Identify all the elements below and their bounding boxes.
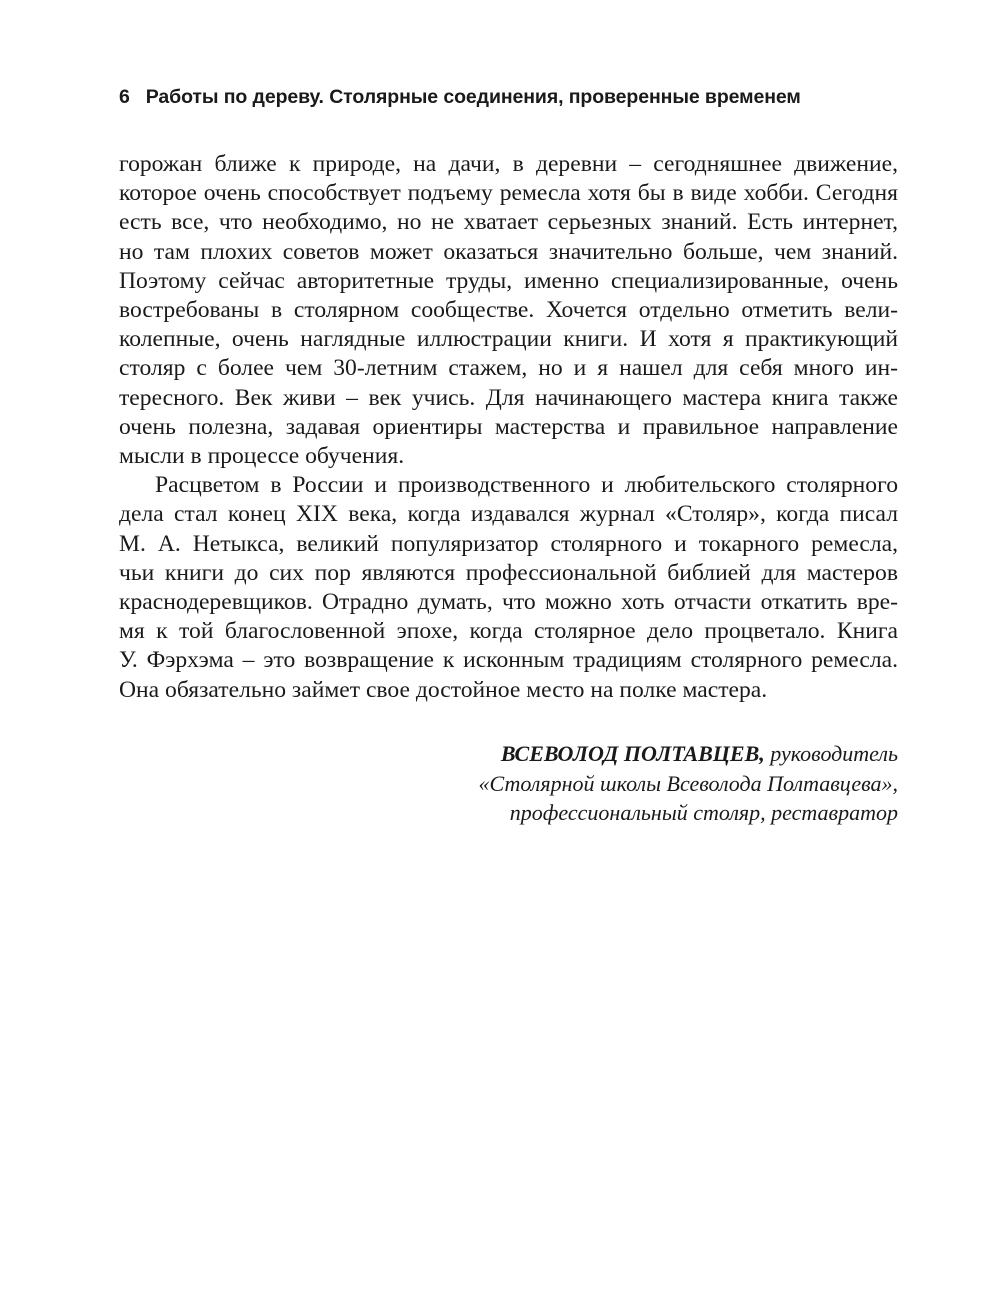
text-line: востребованы в столярном сообществе. Хочется отдельно отметить вели- (119, 297, 898, 324)
author-name: ВСЕВОЛОД ПОЛТАВЦЕВ, (500, 741, 765, 766)
text-line: есть все, что необходимо, но не хватает серьезных знаний. Есть интернет, (119, 209, 898, 236)
text-line: Расцветом в России и производственного и любительского столярного (155, 472, 898, 499)
text-line: краснодеревщиков. Отрадно думать, что можно хоть отчасти откатить вре- (119, 589, 898, 616)
author-school: «Столярной школы Всеволода Полтавцева», (478, 770, 898, 796)
body-text (119, 150, 898, 705)
text-line: очень полезна, задавая ориентиры мастерства и правильное направление (119, 413, 898, 440)
text-line: столяр с более чем 30-летним стажем, но и я нашел для себя много ин- (119, 355, 898, 382)
text-line: дела стал конец XIX века, когда издавался журнал «Столяр», когда писал (119, 501, 898, 528)
text-line: мя к той благословенной эпохе, когда столярное дело процветало. Книга (119, 618, 898, 645)
header-title: Работы по дереву. Столярные соединения, проверенные временем (145, 86, 801, 108)
text-line: М. А. Нетыкса, великий популяризатор столярного и токарного ремесла, (119, 530, 898, 557)
text-line: но там плохих советов может оказаться значительно больше, чем знаний. (119, 238, 898, 265)
text-line: чьи книги до сих пор являются профессиональной библией для мастеров (119, 559, 898, 586)
text-line: горожан ближе к природе, на дачи, в деревни – сегодняшнее движение, (119, 151, 898, 177)
signature-line (478, 739, 898, 769)
text-line: Она обязательно займет свое достойное место на полке мастера. (119, 676, 768, 703)
running-header (119, 86, 899, 109)
text-line: тересного. Век живи – век учись. Для начинающего мастера книга также (119, 384, 898, 411)
signature-block (478, 739, 898, 828)
text-line: Поэтому сейчас авторитетные труды, именно специализированные, очень (119, 267, 898, 294)
paragraph (119, 471, 898, 705)
text-line: колепные, очень наглядные иллюстрации книги. И хотя я практикующий (119, 326, 898, 353)
text-line: мысли в процессе обучения. (119, 443, 405, 470)
paragraph (119, 150, 898, 471)
page-number: 6 (119, 86, 130, 108)
author-role: руководитель (764, 741, 898, 766)
text-line: У. Фэрхэма – это возвращение к исконным традициям столярного ремесла. (119, 647, 898, 674)
author-profession: профессиональный столяр, реставратор (509, 800, 898, 825)
text-line: которое очень способствует подъему ремесла хотя бы в виде хобби. Сегодня (119, 180, 898, 207)
